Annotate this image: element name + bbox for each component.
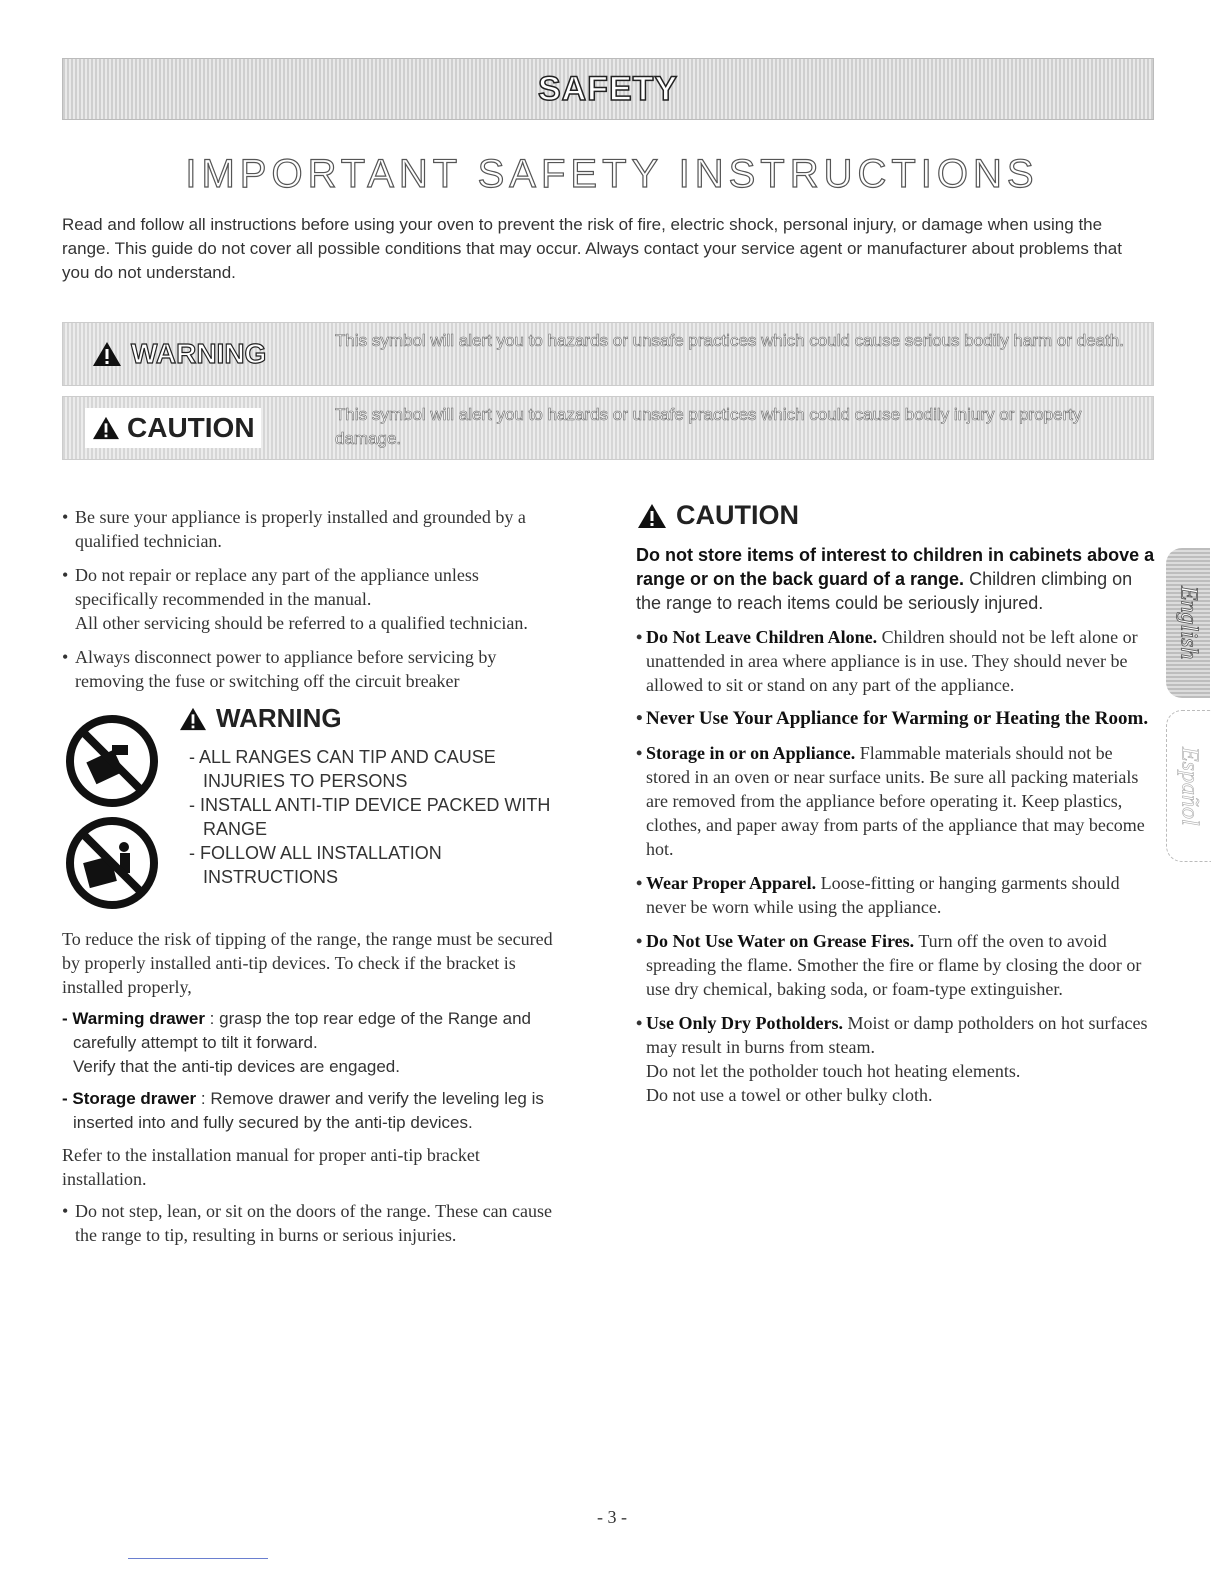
- no-tip-child-icon: [64, 815, 160, 911]
- banner-title: SAFETY: [537, 69, 679, 108]
- list-item: • Do Not Use Water on Grease Fires. Turn off the oven to avoid spreading the flame. Smother the fire or flame by closing the door or use dry chemical, baking soda, or foam-type extinguisher.: [636, 929, 1156, 1001]
- storage-drawer-note: - Storage drawer : Remove drawer and verify the leveling leg is inserted into and fully secured by the anti-tip devices.: [62, 1089, 544, 1132]
- refer-paragraph: Refer to the installation manual for proper anti-tip bracket installation.: [62, 1145, 480, 1189]
- list-item: • Do not step, lean, or sit on the doors of the range. These can cause the range to tip, resulting in burns or serious injuries.: [62, 1199, 562, 1247]
- warning-item: - ALL RANGES CAN TIP AND CAUSE INJURIES TO PERSONS: [189, 747, 496, 791]
- caution-definition-row: [62, 396, 1154, 460]
- page-subtitle: IMPORTANT SAFETY INSTRUCTIONS: [185, 152, 1039, 196]
- warning-label: WARNING: [63, 323, 335, 385]
- caution-triangle-icon: [91, 415, 121, 441]
- warning-definition-row: [62, 322, 1154, 386]
- warning-heading: WARNING: [178, 703, 342, 734]
- list-item: • Do Not Leave Children Alone. Children should not be left alone or unattended in area where appliance is in use. They should never be allowed to sit or stand on any part of the appliance.: [636, 625, 1156, 697]
- warning-item: - INSTALL ANTI-TIP DEVICE PACKED WITH RANGE: [189, 795, 551, 839]
- tip-paragraph: To reduce the risk of tipping of the range, the range must be secured by properly installed anti-tip devices. To check if the bracket is installed properly,: [62, 929, 553, 997]
- warning-item: - FOLLOW ALL INSTALLATION INSTRUCTIONS: [189, 843, 442, 887]
- no-tip-range-icon: [64, 713, 160, 809]
- list-item: • Storage in or on Appliance. Flammable materials should not be stored in an oven or near surface units. Be sure all packing materials are removed from the appliance before operating it. Keep plastics, clothes, and paper away from parts of the appliance that may become hot.: [636, 741, 1156, 861]
- tab-english[interactable]: English: [1166, 548, 1210, 698]
- list-item: • Use Only Dry Potholders. Moist or damp potholders on hot surfaces may result in burns from steam. Do not let the potholder touch hot heating elements. Do not use a towel or other bulky cloth.: [636, 1011, 1156, 1107]
- list-item: • Do not repair or replace any part of the appliance unless specifically recommended in the manual. All other servicing should be referred to a qualified technician.: [62, 563, 562, 635]
- footer-divider: [128, 1558, 268, 1559]
- caution-triangle-icon: [636, 502, 668, 530]
- caution-intro: Do not store items of interest to children in cabinets above a range or on the back guard of a range. Children climbing on the range to reach items could be seriously injured.: [636, 545, 1155, 613]
- caution-description: This symbol will alert you to hazards or unsafe practices which could cause bodily injury or property damage.: [335, 405, 1082, 448]
- section-banner: [62, 58, 1154, 120]
- list-item: • Wear Proper Apparel. Loose-fitting or hanging garments should never be worn while using the appliance.: [636, 871, 1156, 919]
- warning-list: [189, 745, 562, 889]
- tip-warning-block: [62, 703, 562, 915]
- caution-label: CAUTION: [63, 397, 335, 459]
- page-number: - 3 -: [597, 1507, 627, 1527]
- warning-triangle-icon: [178, 706, 208, 732]
- list-item: • Be sure your appliance is properly installed and grounded by a qualified technician.: [62, 505, 562, 553]
- warning-triangle-icon: [91, 340, 123, 368]
- intro-paragraph: Read and follow all instructions before using your oven to prevent the risk of fire, electric shock, personal injury, or damage when using the range. This guide do not cover all possible conditions that may occur. Always contact your service agent or manufacturer about problems that you do not understand.: [62, 215, 1122, 282]
- caution-heading: CAUTION: [636, 500, 1156, 531]
- warming-drawer-note: - Warming drawer : grasp the top rear edge of the Range and carefully attempt to tilt it forward. Verify that the anti-tip devices are engaged.: [62, 1009, 532, 1076]
- list-item: • Always disconnect power to appliance before servicing by removing the fuse or switching off the circuit breaker: [62, 645, 562, 693]
- left-column: [62, 505, 562, 1257]
- tab-espanol[interactable]: Español: [1166, 710, 1211, 862]
- warning-description: This symbol will alert you to hazards or unsafe practices which could cause serious bodily harm or death.: [335, 331, 1124, 350]
- right-column: [636, 500, 1156, 1117]
- list-item: • Never Use Your Appliance for Warming or Heating the Room.: [636, 707, 1156, 731]
